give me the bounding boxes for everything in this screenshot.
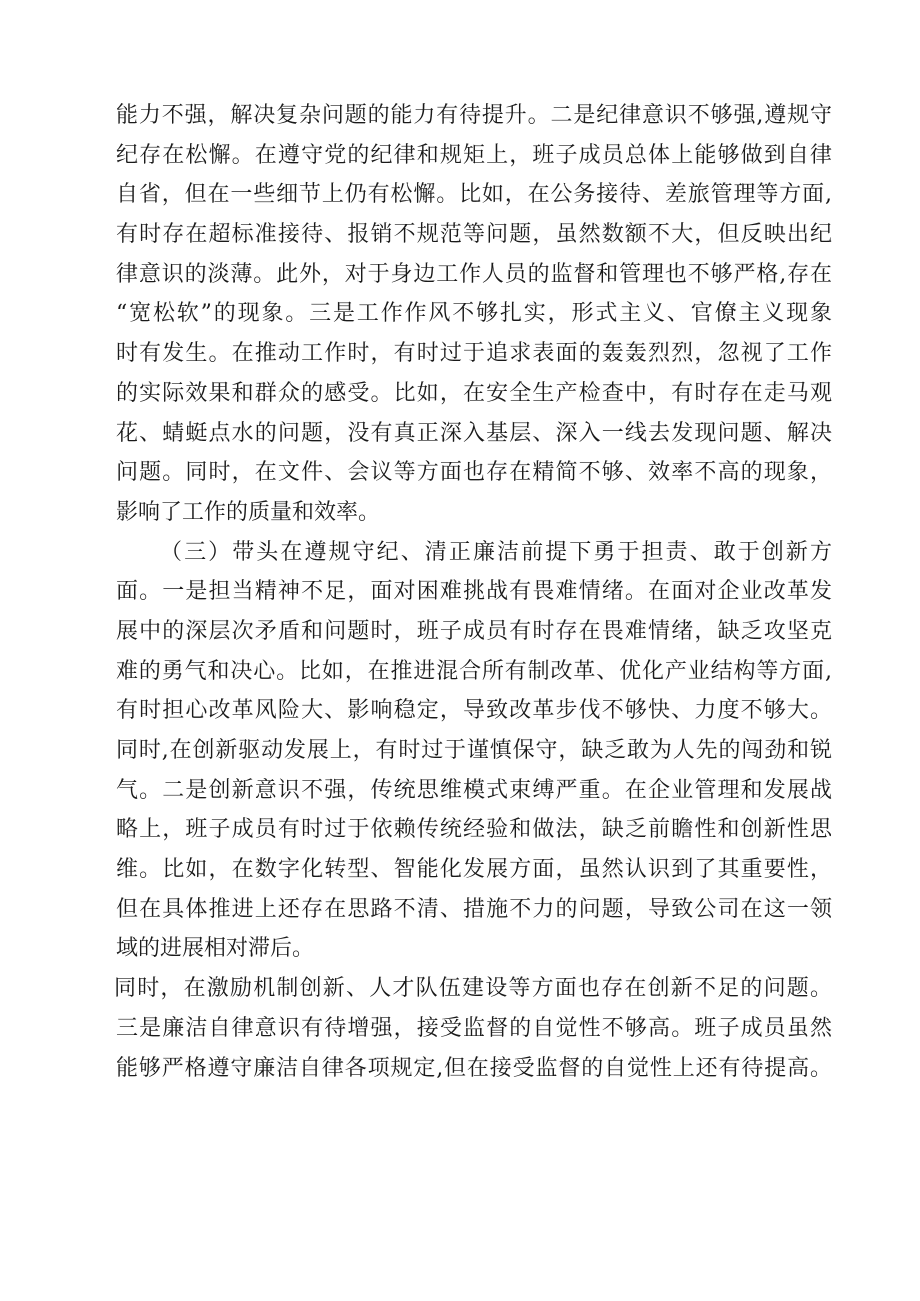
- text-line: （三）带头在遵规守纪、清正廉洁前提下勇于担责、敢于创新方: [160, 539, 832, 565]
- text-line: 纪存在松懈。在遵守党的纪律和规矩上，班子成员总体上能够做到自律: [116, 142, 832, 168]
- text-line: 有时存在超标准接待、报销不规范等问题，虽然数额不大，但反映出纪: [116, 222, 832, 248]
- text-line: 域的进展相对滞后。: [116, 936, 315, 962]
- text-line: 影响了工作的质量和效率。: [116, 499, 381, 525]
- text-line: 难的勇气和决心。比如，在推进混合所有制改革、优化产业结构等方面,: [116, 658, 832, 684]
- text-line: 三是廉洁自律意识有待增强，接受监督的自觉性不够高。班子成员虽然: [116, 1015, 832, 1041]
- document-body: [116, 96, 832, 1088]
- text-line: 面。一是担当精神不足，面对困难挑战有畏难情绪。在面对企业改革发: [116, 579, 832, 605]
- text-line: 问题。同时，在文件、会议等方面也存在精简不够、效率不高的现象，: [116, 460, 832, 486]
- text-line: 有时担心改革风险大、影响稳定，导致改革步伐不够快、力度不够大。: [116, 698, 832, 724]
- text-line: 能力不强，解决复杂问题的能力有待提升。二是纪律意识不够强,遵规守: [116, 103, 832, 128]
- text-line: 同时，在激励机制创新、人才队伍建设等方面也存在创新不足的问题。: [114, 976, 832, 1002]
- text-line: 能够严格遵守廉洁自律各项规定,但在接受监督的自觉性上还有待提高。: [116, 1055, 832, 1081]
- text-line: 但在具体推进上还存在思路不清、措施不力的问题，导致公司在这一领: [116, 896, 832, 922]
- text-line: “宽松软”的现象。三是工作作风不够扎实，形式主义、官僚主义现象: [116, 301, 832, 327]
- text-line: 时有发生。在推动工作时，有时过于追求表面的轰轰烈烈，忽视了工作: [116, 341, 832, 367]
- text-line: 的实际效果和群众的感受。比如，在安全生产检查中，有时存在走马观: [116, 380, 832, 406]
- text-line: 律意识的淡薄。此外，对于身边工作人员的监督和管理也不够严格,存在: [116, 261, 832, 287]
- text-line: 维。比如，在数字化转型、智能化发展方面，虽然认识到了其重要性，: [116, 857, 832, 883]
- text-line: 气。二是创新意识不强，传统思维模式束缚严重。在企业管理和发展战: [116, 777, 832, 803]
- text-line: 展中的深层次矛盾和问题时，班子成员有时存在畏难情绪，缺乏攻坚克: [116, 618, 832, 644]
- text-line: 自省，但在一些细节上仍有松懈。比如，在公务接待、差旅管理等方面,: [116, 182, 832, 208]
- text-line: 花、蜻蜓点水的问题，没有真正深入基层、深入一线去发现问题、解决: [116, 420, 832, 446]
- text-line: 同时,在创新驱动发展上，有时过于谨慎保守，缺乏敢为人先的闯劲和锐: [116, 738, 832, 763]
- text-line: 略上，班子成员有时过于依赖传统经验和做法，缺乏前瞻性和创新性思: [116, 817, 832, 843]
